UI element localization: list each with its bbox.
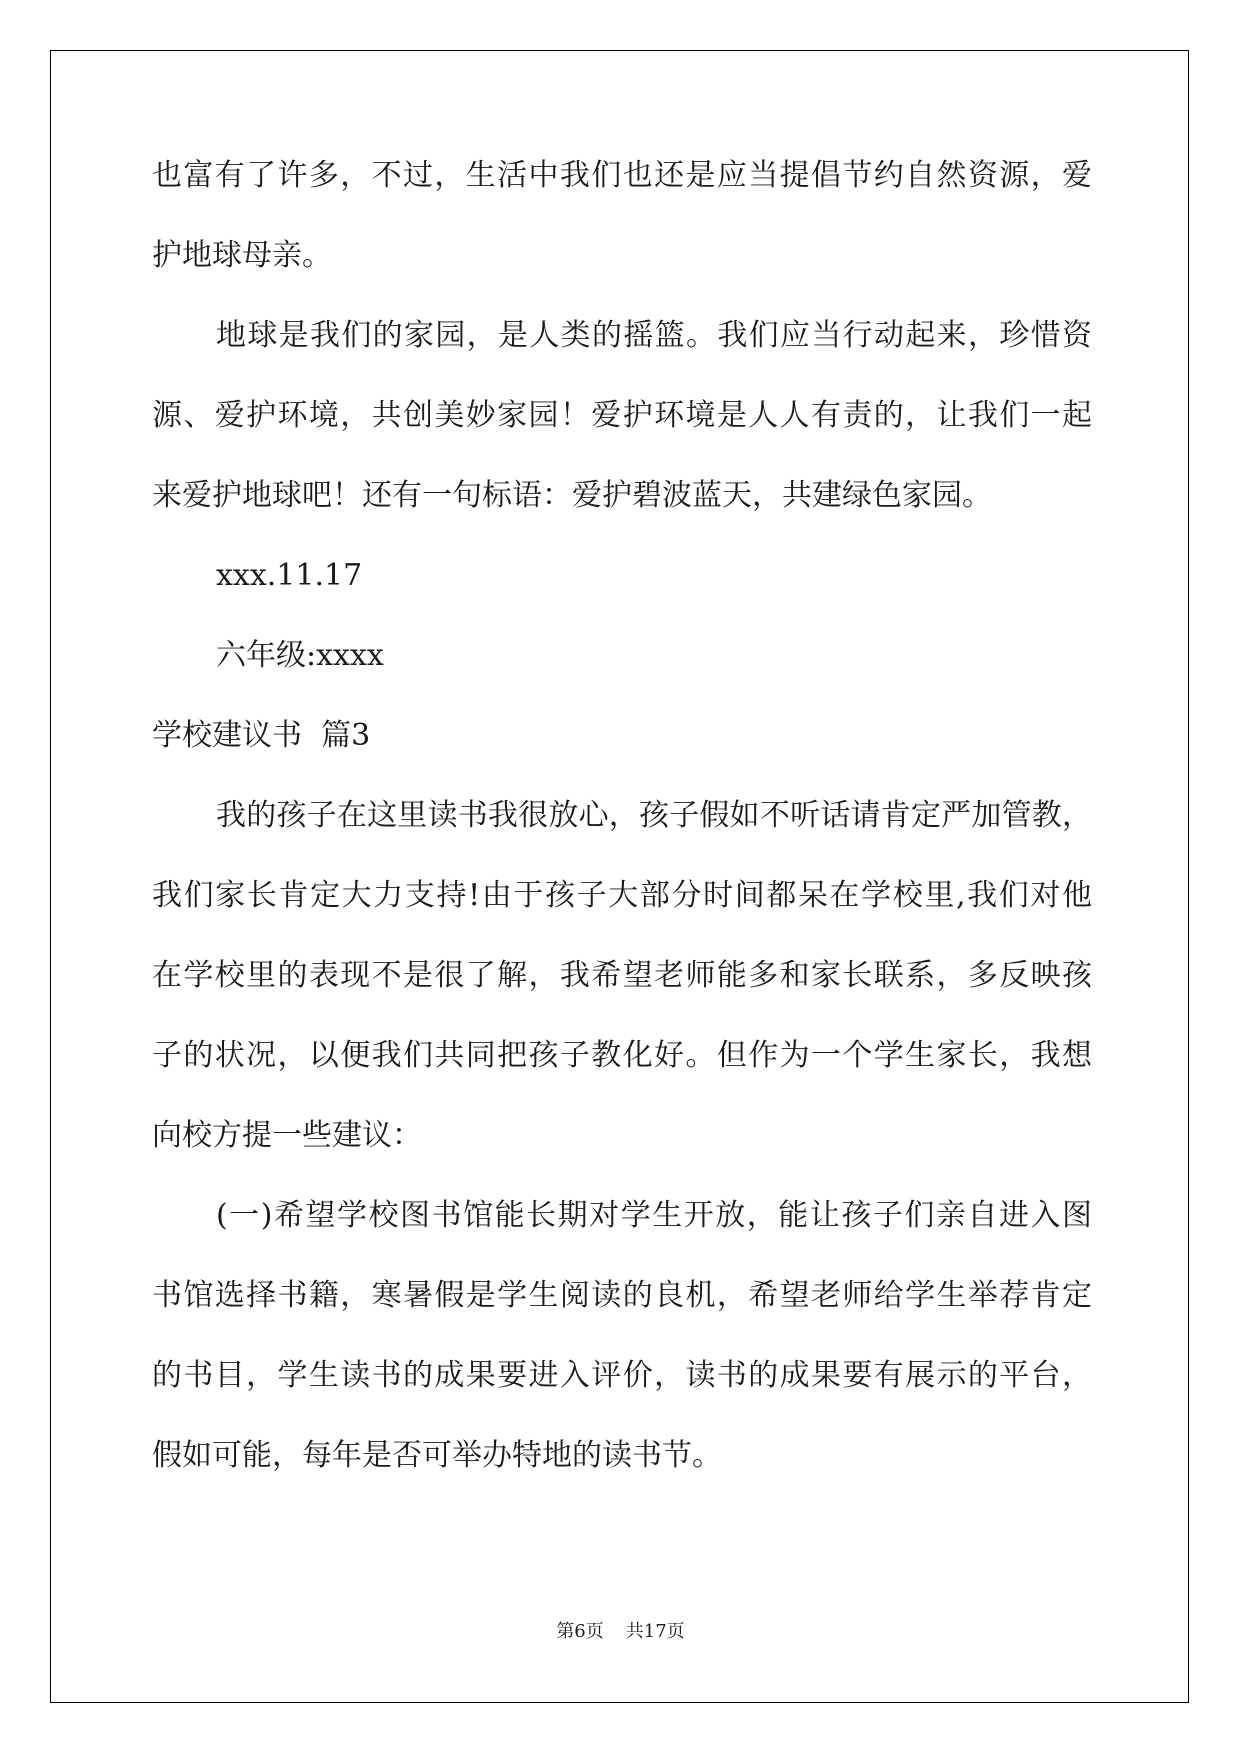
paragraph-line: 护地球母亲。: [152, 238, 332, 273]
paragraph-line: 也富有了许多，不过，生活中我们也还是应当提倡节约自然资源，爱: [152, 158, 1092, 193]
paragraph-line: 我的孩子在这里读书我很放心，孩子假如不听话请肯定严加管教，: [216, 798, 1092, 833]
paragraph-line: 向校方提一些建议：: [152, 1118, 422, 1153]
paragraph-line: (一)希望学校图书馆能长期对学生开放，能让孩子们亲自进入图: [216, 1198, 1092, 1233]
paragraph-line: 书馆选择书籍，寒暑假是学生阅读的良机，希望老师给学生举荐肯定: [152, 1278, 1092, 1313]
page-footer: [0, 1620, 1241, 1644]
document-body: [152, 158, 1092, 1518]
paragraph-line: 源、爱护环境，共创美妙家园！爱护环境是人人有责的，让我们一起: [152, 398, 1092, 433]
paragraph-line: 的书目，学生读书的成果要进入评价，读书的成果要有展示的平台，: [152, 1358, 1092, 1393]
section-heading: 学校建议书 篇3: [152, 718, 371, 753]
page-number: 第6页: [556, 1621, 604, 1642]
paragraph-line: 地球是我们的家园，是人类的摇篮。我们应当行动起来，珍惜资: [216, 318, 1092, 353]
paragraph-line: 假如可能，每年是否可举办特地的读书节。: [152, 1438, 722, 1473]
paragraph-line: 在学校里的表现不是很了解，我希望老师能多和家长联系，多反映孩: [152, 958, 1092, 993]
page-total: 共17页: [625, 1621, 685, 1642]
paragraph-line: 我们家长肯定大力支持!由于孩子大部分时间都呆在学校里,我们对他: [152, 878, 1092, 913]
signature-line: 六年级:xxxx: [216, 638, 384, 673]
paragraph-line: 来爱护地球吧！还有一句标语：爱护碧波蓝天，共建绿色家园。: [152, 478, 992, 513]
paragraph-line: 子的状况，以便我们共同把孩子教化好。但作为一个学生家长，我想: [152, 1038, 1092, 1073]
date-line: xxx.11.17: [216, 558, 363, 593]
